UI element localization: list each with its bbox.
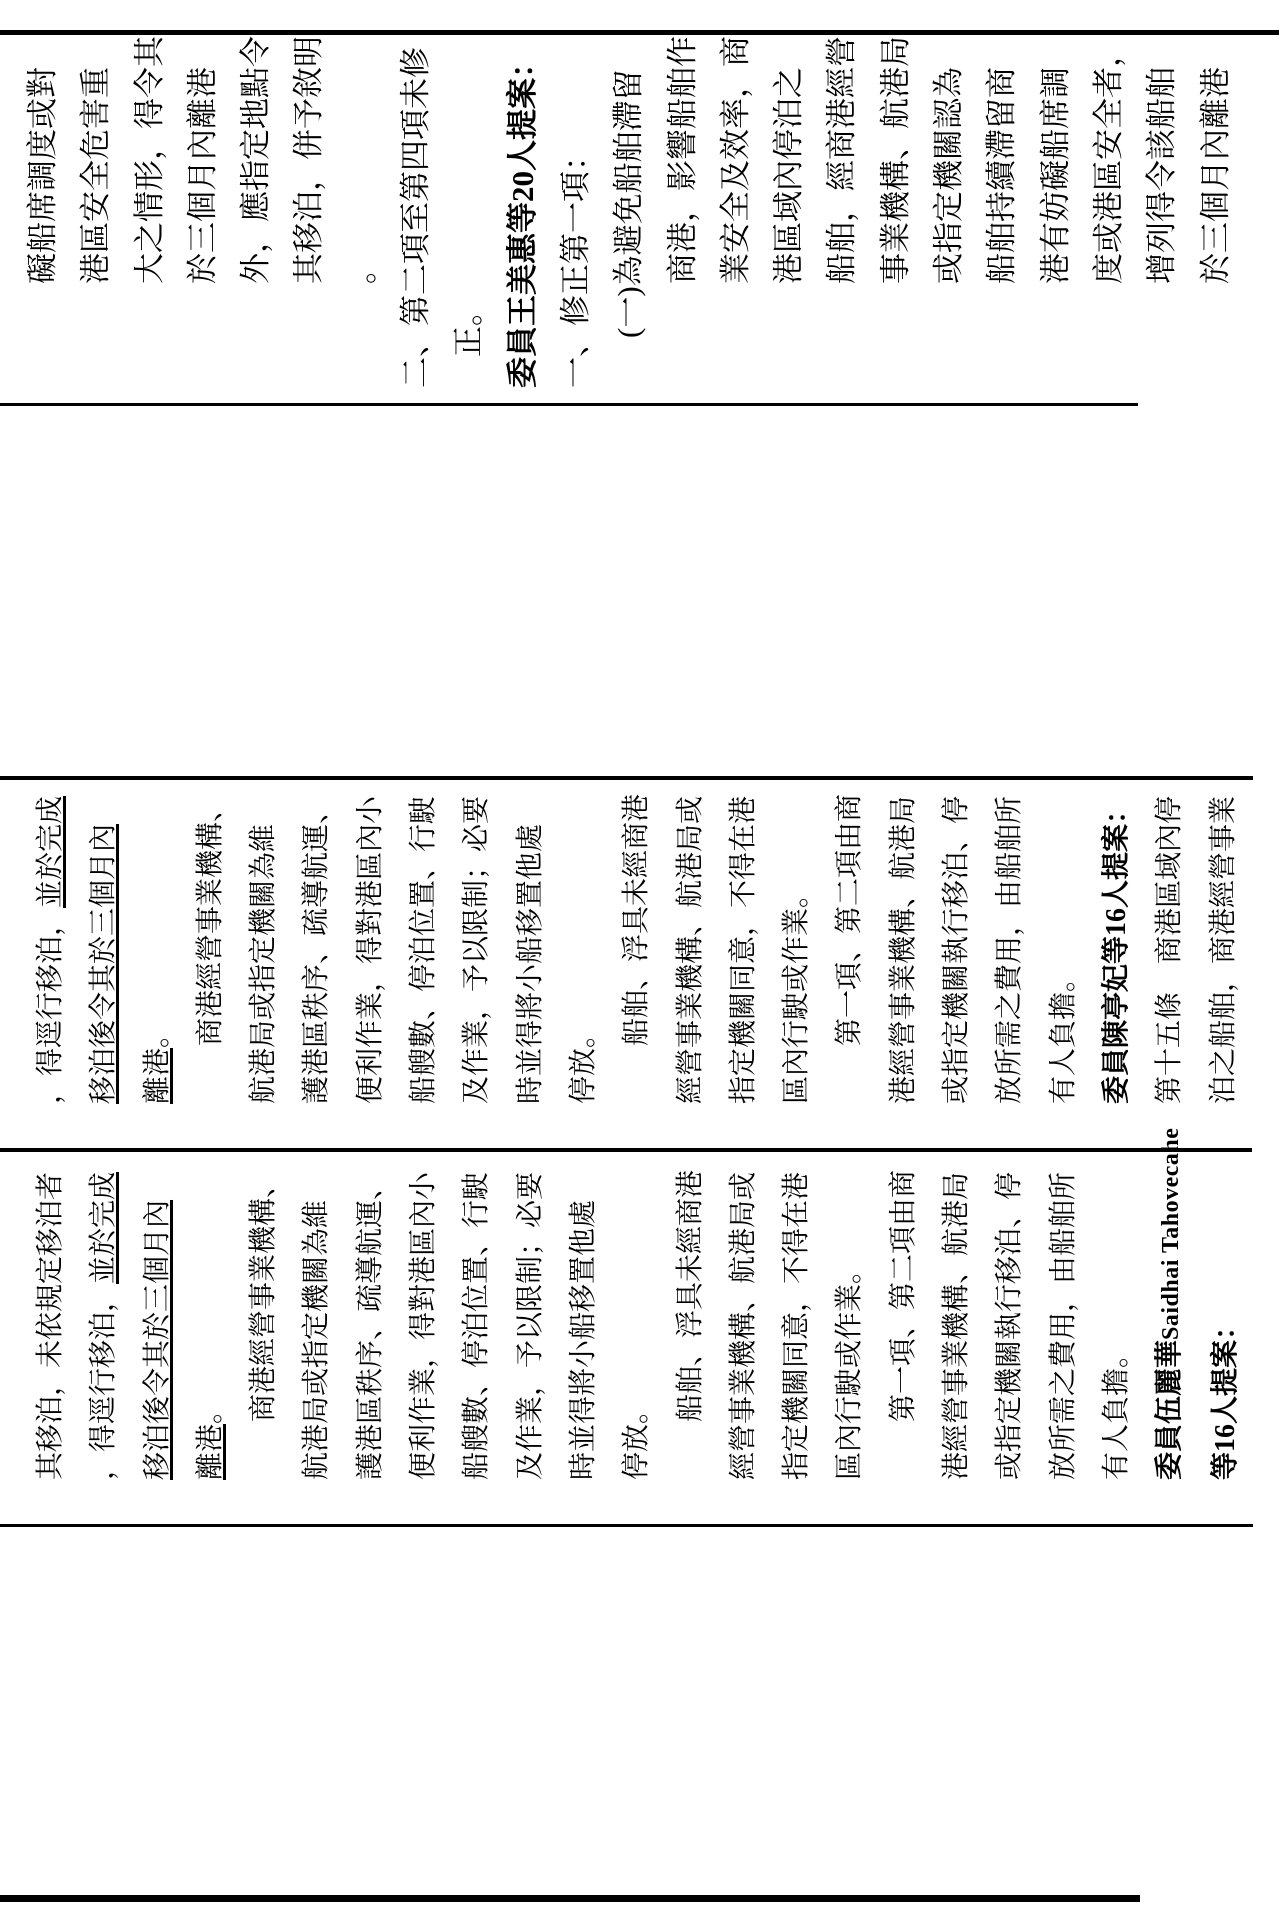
text-line [762, 41, 815, 388]
text-line [16, 41, 69, 388]
table-cell-proposal-wu-lihua [0, 1127, 1279, 1523]
text-segment: 商港經營事業機構、 [194, 793, 226, 1046]
text-line [184, 791, 237, 1104]
text-line [397, 1168, 450, 1480]
text-line [496, 41, 549, 388]
text-segment: 泊之船舶，商港經營事業 [1207, 795, 1239, 1104]
text-line [815, 36, 868, 388]
text-line [877, 791, 930, 1104]
text-segment: 區內行駛或作業。 [781, 879, 813, 1104]
text-segment: 業安全及效率，商 [717, 36, 753, 284]
text-segment: 礙船席調度或對 [25, 67, 60, 284]
text-line [69, 41, 122, 388]
text-line [336, 41, 389, 388]
text-segment: 便利作業，得對港區內小 [408, 1171, 440, 1480]
text-segment: 外，應指定地點令 [238, 36, 274, 284]
text-segment: 航港局或指定機關為維 [248, 823, 280, 1104]
text-line [549, 41, 602, 388]
table-column-border-3 [0, 776, 1253, 780]
underlined-amendment-text: 離港 [141, 1047, 173, 1104]
text-segment: 委員伍麗華 [1154, 1339, 1186, 1480]
text-line [610, 1168, 663, 1480]
underlined-amendment-text: 並於完成 [88, 1171, 120, 1284]
text-line [983, 791, 1036, 1104]
text-line [176, 41, 229, 388]
text-line [1197, 791, 1250, 1104]
text-segment: 經營事業機構、航港局或 [727, 1171, 759, 1480]
text-line [24, 791, 77, 1104]
text-line [1135, 41, 1188, 388]
text-segment: 護港區秩序、疏導航運、 [354, 1171, 386, 1480]
text-line [557, 791, 610, 1104]
text-line [131, 791, 184, 1104]
text-line [290, 1168, 343, 1480]
text-line [930, 791, 983, 1104]
text-segment: 船舶、浮具未經商港 [674, 1169, 706, 1422]
text-line [717, 1168, 770, 1480]
text-segment: 船舶、浮具未經商港 [621, 793, 653, 1046]
text-line [770, 791, 823, 1104]
text-line [823, 791, 876, 1104]
text-segment: 其移泊，併予敘明 [291, 36, 327, 284]
text-line [344, 791, 397, 1104]
text-segment: 港有妨礙船席調 [1037, 67, 1073, 284]
text-line [557, 1168, 610, 1480]
text-line [237, 1168, 290, 1480]
text-line [1037, 1168, 1090, 1480]
text-line [770, 1168, 823, 1480]
text-line [229, 36, 282, 388]
table-cell-proposal-chen-tingfei [0, 782, 1279, 1148]
underlined-amendment-text: 並於完成 [35, 795, 66, 908]
underlined-amendment-text: 移泊後令其於三個月內 [141, 1199, 173, 1480]
text-segment: 委員王美惠等20人提案： [504, 47, 540, 388]
text-segment: 事業機構、航港局 [877, 36, 913, 284]
text-segment: 停放。 [567, 1019, 599, 1104]
text-line [1090, 1168, 1143, 1480]
text-line [504, 1168, 557, 1480]
text-segment: ，得逕行移泊， [88, 1283, 120, 1480]
text-segment: 停放。 [621, 1395, 653, 1480]
text-line [709, 36, 762, 388]
text-line [397, 791, 450, 1104]
text-segment: 或指定機關執行移泊、停 [941, 795, 973, 1104]
text-line [983, 1168, 1036, 1480]
text-segment: 港經營事業機構、航港局 [941, 1171, 973, 1480]
table-column-border-2 [0, 403, 1138, 406]
text-segment: 於三個月內離港 [1197, 67, 1233, 284]
text-segment: 及作業，予以限制；必要 [461, 795, 493, 1104]
text-line [77, 791, 130, 1104]
text-segment: 經營事業機構、航港局或 [674, 795, 706, 1104]
text-segment: 度或港區安全者， [1090, 36, 1126, 284]
text-line [77, 1168, 130, 1480]
text-segment: 第一項、第二項由商 [887, 1169, 919, 1422]
text-line [664, 1168, 717, 1480]
text-line [1037, 791, 1090, 1104]
text-segment: 商港，影響船舶作 [664, 36, 700, 284]
text-segment: 有人負擔。 [1100, 1339, 1132, 1480]
text-line [922, 41, 975, 388]
text-line [869, 36, 922, 388]
text-line [930, 1168, 983, 1480]
text-line [290, 791, 343, 1104]
text-line [1143, 791, 1196, 1104]
text-segment: (一)為避免船舶滯留 [611, 69, 647, 338]
text-segment: 便利作業，得對港區內小 [354, 795, 386, 1104]
text-line [344, 1168, 397, 1480]
text-line [282, 36, 335, 388]
text-line [823, 1168, 876, 1480]
text-segment: 正。 [451, 295, 487, 357]
text-line [717, 791, 770, 1104]
text-line [450, 1168, 503, 1480]
text-line [442, 41, 495, 388]
text-segment: 區內行駛或作業。 [834, 1255, 866, 1480]
table-column-border-6 [0, 1895, 1140, 1902]
text-line [1090, 791, 1143, 1104]
text-segment: 時並得將小船移置他處 [514, 823, 546, 1104]
text-line [1189, 41, 1242, 388]
text-segment: 於三個月內離港 [184, 67, 220, 284]
text-line [1199, 1168, 1252, 1480]
text-segment: 或指定機關認為 [931, 67, 967, 284]
text-line [131, 1168, 184, 1480]
text-segment: 放所需之費用，由船舶所 [1047, 1171, 1079, 1480]
text-line [1143, 1127, 1198, 1480]
text-segment: 船艘數、停泊位置、行駛 [461, 1171, 493, 1480]
text-segment: 船舶持續滯留商 [984, 67, 1020, 284]
text-segment: 其移泊，未依規定移泊者 [35, 1171, 66, 1480]
text-segment: 時並得將小船移置他處 [567, 1199, 599, 1480]
text-segment: 及作業，予以限制；必要 [514, 1171, 546, 1480]
text-segment: 船艘數、停泊位置、行駛 [408, 795, 440, 1104]
text-segment: 指定機關同意，不得在港 [727, 795, 759, 1104]
text-line [123, 36, 176, 388]
text-segment: 航港局或指定機關為維 [301, 1199, 333, 1480]
text-line [610, 791, 663, 1104]
underlined-amendment-text: 離港 [194, 1423, 226, 1480]
text-line [184, 1168, 237, 1480]
text-segment: 大之情形，得令其 [131, 36, 167, 284]
text-line [664, 791, 717, 1104]
text-line [877, 1168, 930, 1480]
text-segment: 護港區秩序、疏導航運、 [301, 795, 333, 1104]
text-line [389, 41, 442, 388]
text-line [1082, 36, 1135, 388]
text-segment: 港區域內停泊之 [771, 67, 807, 284]
text-segment: 。 [141, 1019, 173, 1048]
text-segment: 港區安全危害重 [78, 67, 114, 284]
text-segment: Saidhai Tahovecahe [1158, 1127, 1185, 1340]
text-segment: 第一項、第二項由商 [834, 793, 866, 1046]
text-segment: 二、第二項至第四項未修 [398, 47, 434, 388]
underlined-amendment-text: 移泊後令其於三個月內 [88, 823, 120, 1104]
text-segment: 指定機關同意，不得在港 [781, 1171, 813, 1480]
text-line [450, 791, 503, 1104]
text-segment: 一、修正第一項： [557, 140, 593, 388]
text-segment: 。 [194, 1395, 226, 1424]
text-line [1029, 41, 1082, 388]
text-segment: 有人負擔。 [1047, 963, 1079, 1104]
text-line [24, 1168, 77, 1480]
table-cell-proposal-wang-meihui [0, 35, 1279, 403]
text-line [602, 41, 655, 388]
text-segment: 委員陳亭妃等16人提案： [1100, 795, 1132, 1104]
text-segment: 放所需之費用，由船舶所 [994, 795, 1026, 1104]
text-line [237, 791, 290, 1104]
text-segment: ，得逕行移泊， [35, 907, 66, 1104]
text-segment: 船舶，經商港經營 [824, 36, 860, 284]
text-line [975, 41, 1028, 388]
text-segment: 。 [344, 253, 380, 284]
table-column-border-5 [0, 1524, 1253, 1527]
text-line [656, 36, 709, 388]
text-segment: 或指定機關執行移泊、停 [994, 1171, 1026, 1480]
text-segment: 商港經營事業機構、 [248, 1169, 280, 1422]
text-segment: 第十五條 商港區域內停 [1154, 795, 1186, 1104]
text-segment: 增列得令該船舶 [1144, 67, 1180, 284]
text-segment: 港經營事業機構、航港局 [887, 795, 919, 1104]
text-segment: 等16人提案： [1209, 1311, 1241, 1480]
text-line [504, 791, 557, 1104]
table-cell-empty [0, 410, 1279, 776]
